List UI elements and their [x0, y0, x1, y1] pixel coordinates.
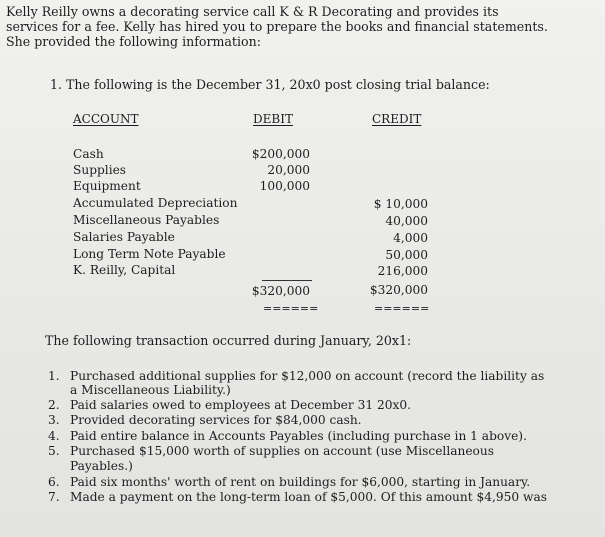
debit-total: $320,000	[251, 284, 310, 298]
transaction-item	[48, 369, 544, 384]
question-1: 1. The following is the December 31, 20x0 post closing trial balance:	[50, 77, 490, 92]
header-credit: CREDIT	[372, 112, 422, 126]
header-account: ACCOUNT	[73, 112, 139, 126]
intro-line-2: services for a fee. Kelly has hired you to prepare the books and financial statements.	[6, 19, 548, 34]
account-cash: Cash	[73, 147, 104, 161]
transaction-text: Paid entire balance in Accounts Payables (including purchase in 1 above).	[70, 429, 527, 443]
transaction-number: 4.	[48, 429, 60, 443]
transaction-item	[48, 490, 547, 505]
credit-double-rule: ======	[374, 302, 430, 315]
transaction-text: Purchased $15,000 worth of supplies on account (use Miscellaneous	[70, 444, 494, 458]
transaction-item	[48, 475, 530, 490]
transaction-number: 7.	[48, 490, 60, 504]
account-supplies: Supplies	[73, 163, 127, 177]
transaction-item	[48, 444, 494, 459]
credit-capital: 216,000	[377, 264, 428, 278]
debit-equipment: 100,000	[259, 179, 310, 193]
account-lt-note-payable: Long Term Note Payable	[73, 247, 226, 261]
transaction-number: 2.	[48, 398, 60, 412]
credit-lt-note-payable: 50,000	[385, 248, 428, 262]
account-misc-payables: Miscellaneous Payables	[73, 213, 220, 227]
transaction-text: Paid salaries owed to employees at December 31 20x0.	[70, 398, 411, 412]
debit-supplies: 20,000	[267, 163, 310, 177]
account-salaries-payable: Salaries Payable	[73, 230, 175, 244]
transaction-text: Purchased additional supplies for $12,000 on account (record the liability as	[70, 369, 545, 383]
transaction-item	[48, 429, 527, 444]
transaction-text: Provided decorating services for $84,000 cash.	[70, 413, 362, 427]
header-debit: DEBIT	[253, 112, 293, 126]
transactions-heading: The following transaction occurred during January, 20x1:	[45, 333, 412, 348]
credit-accum-depreciation: $ 10,000	[373, 197, 428, 211]
account-accum-depreciation: Accumulated Depreciation	[73, 196, 238, 210]
transaction-number: 1.	[48, 369, 60, 383]
account-equipment: Equipment	[73, 179, 141, 193]
account-capital: K. Reilly, Capital	[73, 263, 176, 277]
transaction-item	[48, 413, 362, 428]
transaction-number: 6.	[48, 475, 60, 489]
debit-double-rule: ======	[263, 302, 319, 315]
credit-misc-payables: 40,000	[385, 214, 428, 228]
debit-cash: $200,000	[251, 147, 310, 161]
debit-total-rule	[262, 280, 312, 281]
transaction-number: 3.	[48, 413, 60, 427]
transaction-number: 5.	[48, 444, 60, 458]
transaction-continuation: a Miscellaneous Liability.)	[70, 383, 231, 397]
intro-line-3: She provided the following information:	[6, 34, 261, 49]
credit-total: $320,000	[369, 283, 428, 297]
transaction-item	[48, 398, 411, 413]
credit-salaries-payable: 4,000	[393, 231, 428, 245]
transaction-text: Made a payment on the long-term loan of $5,000. Of this amount $4,950 was	[70, 490, 547, 504]
transaction-text: Paid six months' worth of rent on buildings for $6,000, starting in January.	[70, 475, 531, 489]
transaction-continuation: Payables.)	[70, 459, 133, 473]
intro-line-1: Kelly Reilly owns a decorating service call K & R Decorating and provides its	[6, 4, 499, 19]
